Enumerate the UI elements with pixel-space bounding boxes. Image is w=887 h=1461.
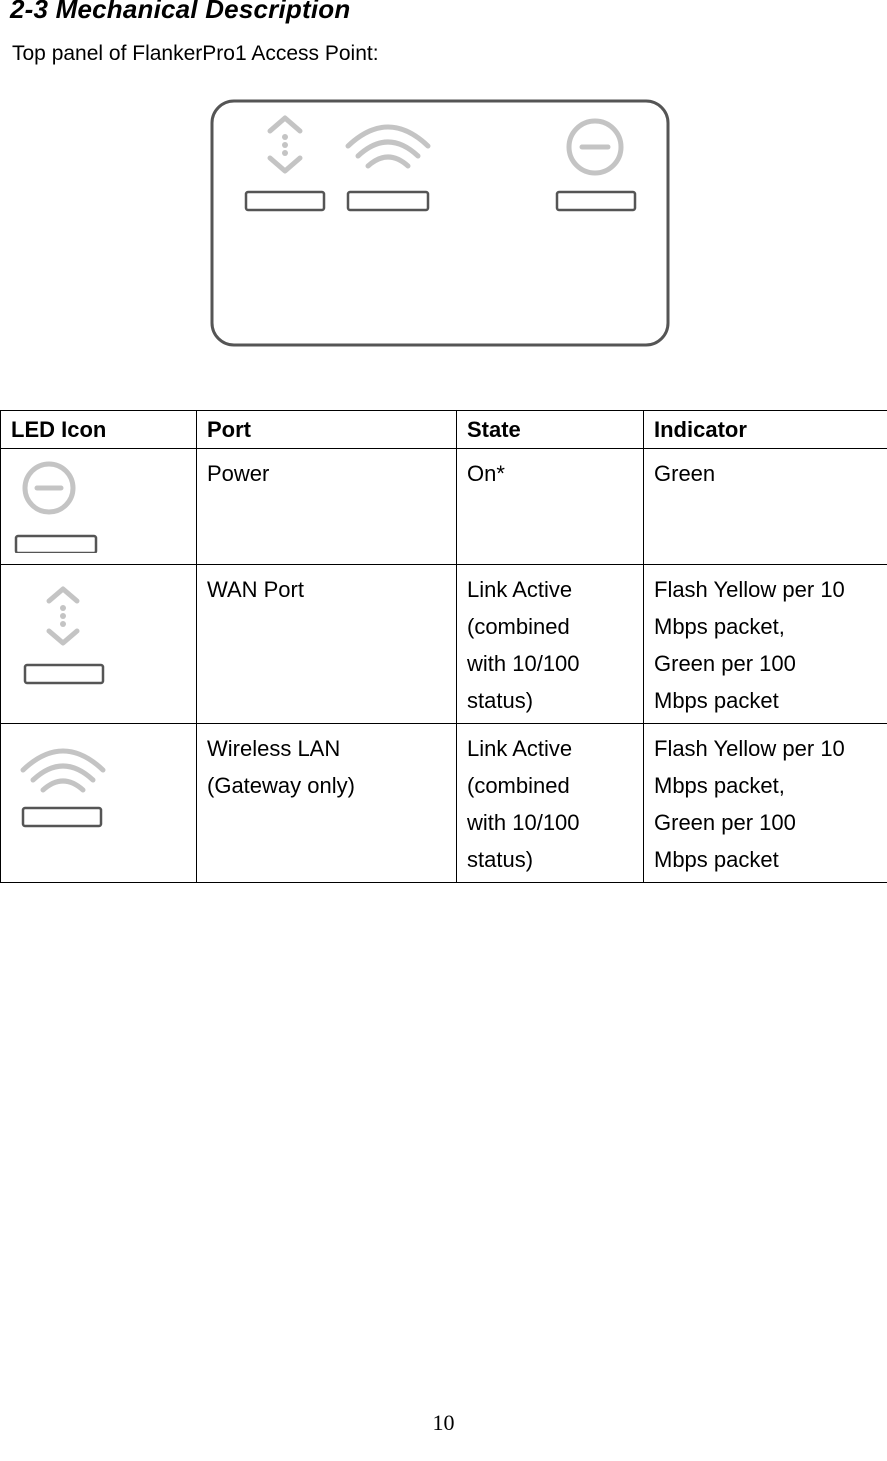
header-led-icon: LED Icon [1,411,197,449]
port-cell: Power [197,449,457,565]
table-row [1,449,887,565]
power-led-slot [557,192,635,210]
intro-text: Top panel of FlankerPro1 Access Point: [12,42,379,65]
table-header-row [1,411,887,449]
power-minus-icon [11,453,111,553]
page-number: 10 [432,1410,455,1435]
table-row [1,565,887,724]
wifi-waves-icon [11,728,121,838]
led-icon-cell [1,565,197,724]
section-heading: 2-3 Mechanical Description [10,0,351,24]
panel-outline [212,101,668,345]
header-port: Port [197,411,457,449]
led-icon-cell [1,724,197,883]
state-cell: On* [457,449,644,565]
header-state: State [457,411,644,449]
header-indicator: Indicator [644,411,887,449]
state-cell: Link Active (combined with 10/100 status) [457,724,644,883]
indicator-cell: Flash Yellow per 10 Mbps packet, Green per 100 Mbps packet [644,724,887,883]
top-panel-illustration [196,88,686,360]
wlan-led-slot [348,192,428,210]
port-cell: WAN Port [197,565,457,724]
wan-led-slot [246,192,324,210]
table-row [1,724,887,883]
led-icon-cell [1,449,197,565]
port-cell: Wireless LAN (Gateway only) [197,724,457,883]
led-status-table [0,410,887,883]
state-cell: Link Active (combined with 10/100 status) [457,565,644,724]
indicator-cell: Flash Yellow per 10 Mbps packet, Green per 100 Mbps packet [644,565,887,724]
indicator-cell: Green [644,449,887,565]
wan-arrows-icon [11,569,121,689]
